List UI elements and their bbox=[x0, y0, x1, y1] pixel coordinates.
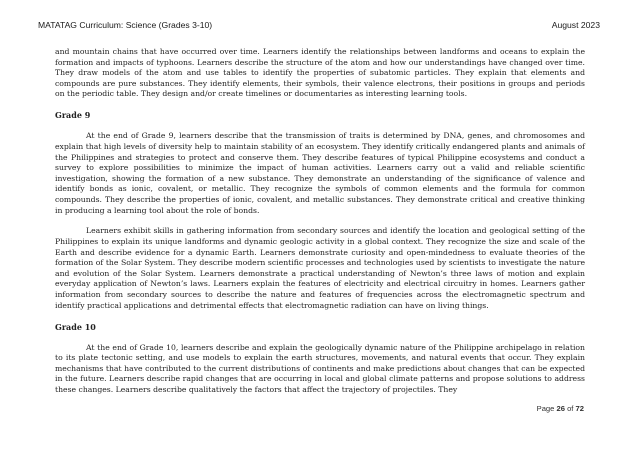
grade9-paragraph-2: Learners exhibit skills in gathering information from secondary sources and identify the location and geological setting of the Philippines to explain its unique landforms and dynamic geologic activity in a global context. They recognize the size and scale of the Earth and describe evidence for a dynamic Earth. Learners demonstrate curiosity and open-mindedness to evaluate theories of the formation of the Solar System. They describe modern scientific processes and technologies used by scientists to investigate the nature and evolution of the Solar System. Learners demonstrate a practical understanding of Newton’s three laws of motion and explain everyday application of Newton’s laws. Learners explain the features of electricity and electrical circuitry in homes. Learners gather information from secondary sources to describe the nature and features of frequencies across the electromagnetic spectrum and identify practical applications and detrimental effects that electromagnetic radiation can have on living things. bbox=[55, 226, 585, 310]
of-word: of bbox=[567, 404, 574, 413]
grade9-heading: Grade 9 bbox=[55, 110, 91, 121]
page-number: 26 bbox=[556, 404, 565, 413]
header-title: MATATAG Curriculum: Science (Grades 3-10) bbox=[38, 20, 213, 30]
grade10-heading: Grade 10 bbox=[55, 321, 96, 332]
total-pages: 72 bbox=[575, 404, 584, 413]
grade10-paragraph-1: At the end of Grade 10, learners describe and explain the geologically dynamic nature of the Philippine archipelago in relation to its plate tectonic setting, and use models to explain the earth structures, movements, and natural events that occur. They explain mechanisms that have contributed to the current distributions of continents and make predictions about changes that can be expected in the future. Learners describe rapid changes that are occurring in local and global climate patterns and propose solutions to address these changes. Learners describe qualitatively the factors that affect the trajectory of projectiles. They bbox=[55, 342, 585, 394]
page-word: Page bbox=[536, 404, 555, 413]
intro-paragraph: and mountain chains that have occurred over time. Learners identify the relationships between landforms and oceans to explain the formation and impacts of typhoons. Learners describe the structure of the atom and how our understandings have changed over time. They draw models of the atom and use tables to identify the properties of subatomic particles. They explain that elements and compounds are pure substances. They identify elements, their symbols, their valence electrons, their positions in groups and periods on the periodic table. They design and/or create timelines or documentaries as interesting learning tools. bbox=[55, 47, 585, 99]
grade9-paragraph-1: At the end of Grade 9, learners describe that the transmission of traits is determined by DNA, genes, and chromosomes and explain that high levels of diversity help to maintain stability of an ecosystem. They identify critically endangered plants and animals of the Philippines and strategies to protect and conserve them. They describe features of typical Philippine ecosystems and conduct a survey to explore possibilities to minimize the impact of human activities. Learners carry out a valid and reliable scientific investigation, showing the formation of a new substance. They demonstrate an understanding of the significance of valence and identify bonds as ionic, covalent, or metallic. They recognize the symbols of common elements and the formula for common compounds. They describe the properties of ionic, covalent, and metallic substances. They demonstrate critical and creative thinking in producing a learning tool about the role of bonds. bbox=[55, 131, 585, 215]
page-footer bbox=[537, 404, 584, 413]
page-header bbox=[38, 20, 600, 30]
header-date: August 2023 bbox=[551, 20, 600, 30]
document-body bbox=[55, 47, 585, 406]
